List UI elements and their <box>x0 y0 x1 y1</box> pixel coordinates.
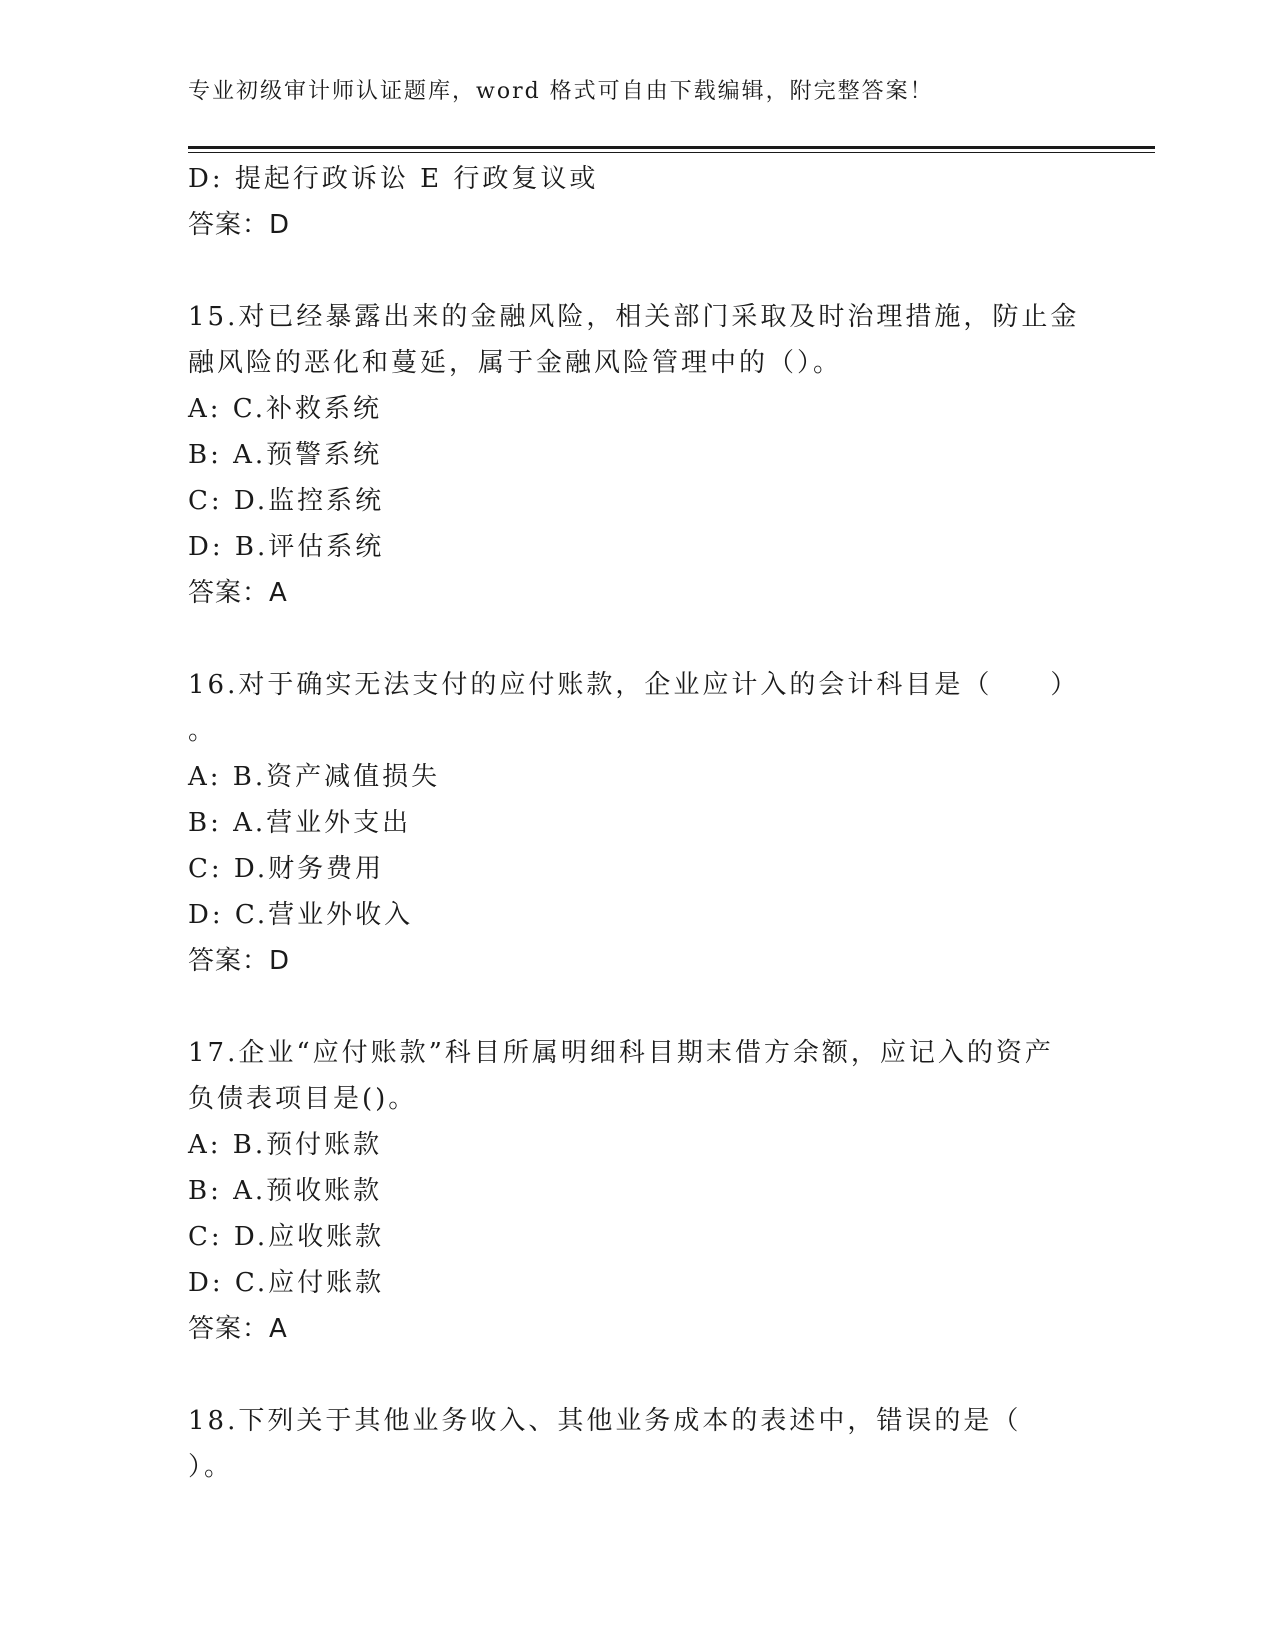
option-a: A: C.补救系统 <box>188 394 383 424</box>
answer: 答案：A <box>188 578 288 608</box>
question-text: ）。 <box>188 1452 234 1482</box>
question-text: 融风险的恶化和蔓延，属于金融风险管理中的（）。 <box>188 348 843 378</box>
question-text: 负债表项目是()。 <box>188 1084 418 1114</box>
answer: 答案：D <box>188 946 291 976</box>
question-15 <box>188 294 1088 616</box>
option-c: C: D.财务费用 <box>188 854 385 884</box>
header-rule-thick <box>188 146 1155 149</box>
question-text: 16.对于确实无法支付的应付账款，企业应计入的会计科目是（ ） <box>188 670 1080 700</box>
question-list <box>188 156 1088 1490</box>
question-text: 18.下列关于其他业务收入、其他业务成本的表述中，错误的是（ <box>188 1406 1022 1436</box>
option-a: A: B.预付账款 <box>188 1130 383 1160</box>
header-rule-thin <box>188 152 1155 153</box>
option-b: B: A.预收账款 <box>188 1176 383 1206</box>
option-b: B: A.营业外支出 <box>188 808 412 838</box>
option-c: C: D.监控系统 <box>188 486 385 516</box>
option-a: A: B.资产减值损失 <box>188 762 441 792</box>
question-text: 。 <box>188 716 218 746</box>
option-d: D: B.评估系统 <box>188 532 385 562</box>
question-17 <box>188 1030 1088 1352</box>
question-18 <box>188 1398 1088 1490</box>
option-d: D: C.应付账款 <box>188 1268 385 1298</box>
question-16 <box>188 662 1088 984</box>
prev-answer: 答案：D <box>188 210 291 240</box>
prev-option-d: D: 提起行政诉讼 E 行政复议或 <box>188 164 599 194</box>
option-b: B: A.预警系统 <box>188 440 383 470</box>
question-text: 15.对已经暴露出来的金融风险，相关部门采取及时治理措施，防止金 <box>188 302 1080 332</box>
page-header: 专业初级审计师认证题库，word 格式可自由下载编辑，附完整答案！ <box>188 79 934 104</box>
answer: 答案：A <box>188 1314 288 1344</box>
question-text: 17.企业“应付账款”科目所属明细科目期末借方余额，应记入的资产 <box>188 1038 1054 1068</box>
option-c: C: D.应收账款 <box>188 1222 385 1252</box>
option-d: D: C.营业外收入 <box>188 900 414 930</box>
